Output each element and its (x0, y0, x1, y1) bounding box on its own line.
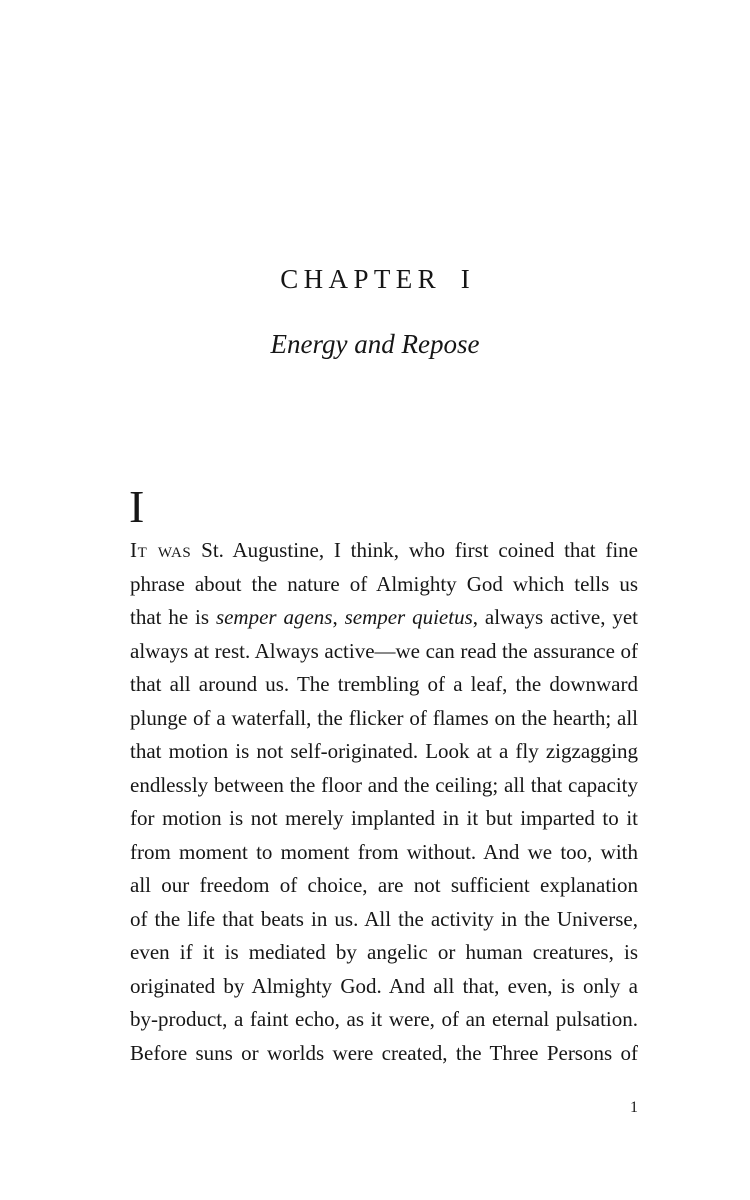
text-line (130, 1037, 638, 1071)
text-segment: phrase about the nature of Almighty God which tells us (130, 571, 638, 596)
text-line (130, 936, 638, 970)
text-segment: St. Augustine, I think, who first coined that fine (191, 538, 638, 562)
text-line (130, 735, 638, 769)
text-line (130, 970, 638, 1004)
text-segment: of the life that beats in us. All the activity in the Universe, (130, 906, 638, 931)
chapter-heading: CHAPTER I (280, 264, 476, 294)
text-segment: from moment to moment from without. And we too, with (130, 839, 638, 864)
text-segment: for motion is not merely implanted in it but imparted to it (130, 806, 638, 830)
text-segment: Before suns or worlds were created, the Three Persons of (130, 1040, 638, 1065)
text-segment: , (332, 605, 345, 629)
text-segment-italic: semper quietus (344, 605, 473, 629)
text-segment: originated by Almighty God. And all that, even, is only a (130, 973, 638, 998)
chapter-subtitle: Energy and Repose (270, 329, 480, 359)
text-segment: that he is (130, 605, 216, 629)
text-segment: plunge of a waterfall, the flicker of flames on the hearth; all (130, 705, 638, 730)
text-line (130, 903, 638, 937)
text-line (130, 869, 638, 903)
text-segment: by-product, a faint echo, as it were, of an eternal pulsation. (130, 1007, 638, 1031)
body-text (130, 534, 638, 1070)
text-line (130, 769, 638, 803)
text-segment: that motion is not self-originated. Look at a fly zigzagging (130, 739, 638, 763)
text-segment-smallcaps: It was (130, 538, 192, 562)
text-segment: all our freedom of choice, are not sufficient explanation (130, 873, 638, 897)
text-segment: always at rest. Always active—we can read the assurance of (130, 638, 638, 663)
text-line (130, 802, 638, 836)
text-line (130, 601, 638, 635)
text-line (130, 836, 638, 870)
section-numeral: I (129, 481, 145, 532)
text-line (130, 534, 638, 568)
text-segment: , always active, yet (472, 605, 638, 629)
text-segment: even if it is mediated by angelic or human creatures, is (130, 940, 638, 964)
page-number: 1 (630, 1099, 638, 1116)
text-segment: endlessly between the floor and the ceiling; all that capacity (130, 772, 638, 797)
text-line (130, 568, 638, 602)
text-line (130, 702, 638, 736)
text-segment-italic: semper agens (215, 605, 333, 629)
text-line (130, 668, 638, 702)
text-line (130, 635, 638, 669)
text-line (130, 1003, 638, 1037)
text-segment: that all around us. The trembling of a leaf, the downward (130, 672, 638, 696)
